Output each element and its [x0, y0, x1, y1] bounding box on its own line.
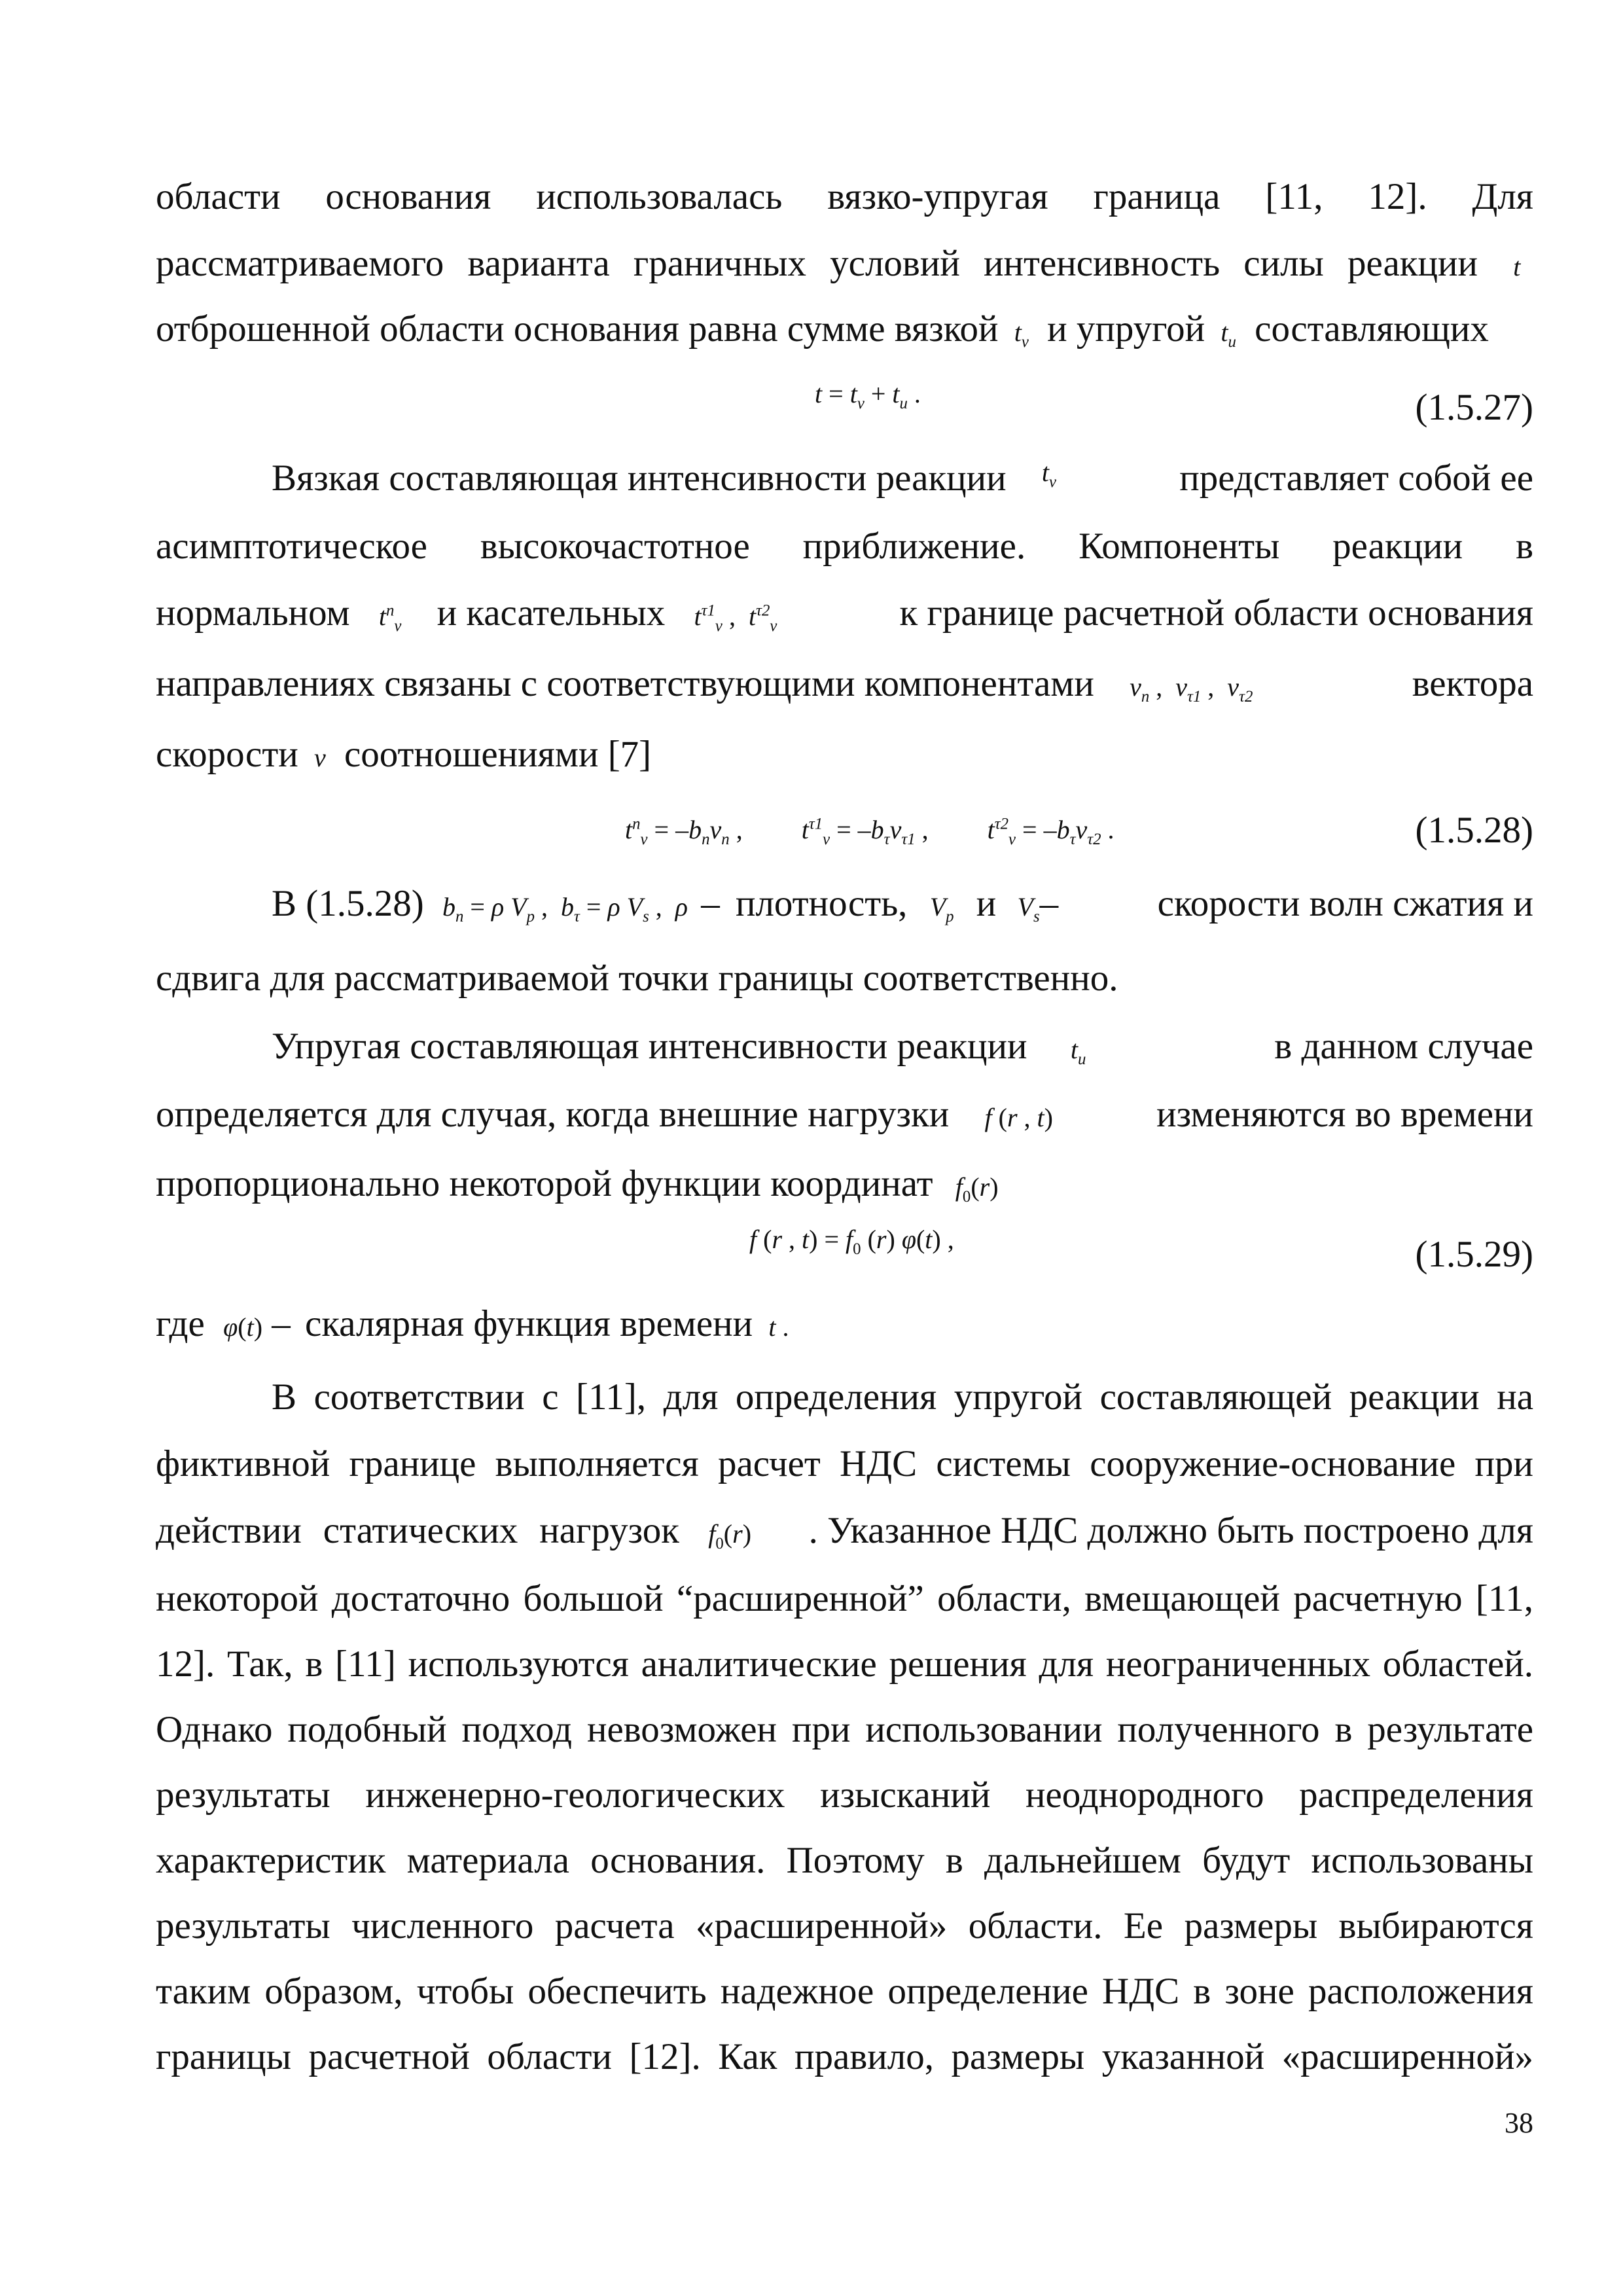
math-v: v	[313, 743, 326, 772]
text-line-7b: вектора	[1412, 663, 1533, 704]
math-tu: $t_u$	[1221, 317, 1236, 351]
text-line-13a: пропорционально некоторой функции координат	[156, 1163, 933, 1204]
page-number: 38	[1505, 2107, 1533, 2139]
text-line-3b: и упругой	[1047, 308, 1205, 350]
text-line-14: где φ(t) – скалярная функция времени t .	[156, 1303, 789, 1344]
math-tvtau1: $t^{\tau 1}_v$ , $t^{\tau 2}_v$	[694, 601, 777, 635]
text-line-9: В (1.5.28) $b_n = \rho$ $V_p$ , $b_\tau = \rho$ $V_s$ , ρ – плотность, $V_p$ и $V_s-$ скорости волн сжатия и	[272, 883, 1533, 925]
text-line-2-text: рассматриваемого варианта граничных условий интенсивность силы реакции	[156, 243, 1478, 284]
text-line-18: некоторой достаточно большой “расширенной” области, вмещающей расчетную [11,	[156, 1578, 1533, 1619]
text-line-9d: скорости волн сжатия и	[1157, 883, 1533, 924]
text-line-6a: нормальном	[156, 592, 350, 634]
math-t: t	[1513, 252, 1521, 281]
math-frt: f (r , t)	[984, 1103, 1053, 1132]
math-Vs: $V_s$	[1017, 892, 1040, 925]
text-line-3	[156, 308, 1533, 351]
text-line-12	[156, 1096, 1533, 1133]
text-line-8	[156, 736, 1533, 773]
math-tv: $t_v$	[1014, 317, 1029, 351]
text-line-14a: где	[156, 1303, 205, 1344]
equation-1-5-29: f (r , $t) = f_0$ (r) φ(t) ,	[749, 1225, 954, 1258]
math-bn: $b_n = \rho$ $V_p$ , $b_\tau = \rho$ $V_s$ , ρ	[442, 892, 688, 925]
text-line-3a: отброшенной области основания равна сумме вязкой	[156, 308, 999, 350]
math-f0r: $f_0(r)$	[955, 1172, 999, 1206]
text-line-6b: и касательных	[437, 592, 666, 634]
math-tu-2: $t_u$	[1070, 1035, 1086, 1068]
text-line-14b: скалярная функция времени	[305, 1303, 753, 1344]
text-line-17	[156, 1510, 1533, 1552]
text-line-9c: и	[976, 883, 997, 924]
text-line-17a: действии статических нагрузок	[156, 1510, 679, 1551]
equation-1-5-27: $t = t_v + t_u$ .	[815, 379, 921, 412]
text-line-1: области основания использовалась вязко-упругая граница [11, 12]. Для	[156, 176, 1533, 217]
text-line-8a: скорости	[156, 734, 298, 775]
text-line-22: характеристик материала основания. Поэтому в дальнейшем будут использованы	[156, 1840, 1533, 1881]
text-line-7	[156, 663, 1533, 706]
text-line-10: сдвига для рассматриваемой точки границы соответственно.	[156, 958, 1118, 999]
text-line-6	[156, 592, 1533, 635]
text-line-4b: представляет собой ее	[1179, 457, 1533, 499]
math-tvn: $t^n_v$	[378, 601, 402, 635]
text-line-12a: определяется для случая, когда внешние нагрузки	[156, 1094, 950, 1135]
text-line-9b: плотность,	[735, 883, 908, 924]
equation-number-27: (1.5.27)	[1415, 387, 1533, 428]
text-line-16: фиктивной границе выполняется расчет НДС системы сооружение-основание при	[156, 1443, 1533, 1484]
text-line-21: результаты инженерно-геологических изысканий неоднородного распределения	[156, 1774, 1533, 1816]
text-line-9a: В (1.5.28)	[272, 883, 424, 924]
math-t-2: t .	[768, 1312, 789, 1342]
text-line-19: 12]. Так, в [11] используются аналитические решения для неограниченных областей.	[156, 1643, 1533, 1685]
text-line-24: таким образом, чтобы обеспечить надежное определение НДС в зоне расположения	[156, 1971, 1533, 2012]
math-vn: $v_n$ , $v_{\tau 1}$ , $v_{\tau 2}$	[1130, 672, 1253, 706]
math-f0r-2: $f_0(r)$	[708, 1519, 752, 1552]
text-line-20: Однако подобный подход невозможен при использовании полученного в результате	[156, 1709, 1533, 1750]
text-line-5: асимптотическое высокочастотное приближение. Компоненты реакции в	[156, 526, 1533, 567]
text-line-2	[156, 245, 1533, 282]
text-line-11	[272, 1026, 1533, 1068]
text-line-3c: составляющих	[1255, 308, 1489, 350]
text-line-7a: направлениях связаны с соответствующими компонентами	[156, 663, 1094, 704]
math-phi-t: φ(t)	[223, 1312, 263, 1342]
text-line-11b: в данном случае	[1274, 1026, 1533, 1067]
text-line-23: результаты численного расчета «расширенной» области. Ее размеры выбираются	[156, 1905, 1533, 1946]
equation-number-28: (1.5.28)	[1415, 810, 1533, 851]
equation-number-29: (1.5.29)	[1415, 1234, 1533, 1275]
text-line-6c: к границе расчетной области основания	[899, 592, 1533, 634]
equation-1-5-28: $t^n_v = -b_nv_n$ , $t^{\tau 1}_v = -b_\tau v_{\tau 1}$ , $t^{\tau 2}_v = -b_\tau v_{\tau 2}$ .	[625, 815, 1115, 848]
text-line-13	[156, 1163, 1533, 1206]
math-tv-2: tv	[1041, 457, 1057, 491]
text-line-17b: . Указанное НДС должно быть построено для	[808, 1510, 1533, 1551]
text-line-4a: Вязкая составляющая интенсивности реакции	[272, 457, 1007, 499]
text-line-8b: соотношениями [7]	[344, 734, 652, 775]
math-Vp: $V_p$	[929, 892, 954, 925]
text-line-15: В соответствии с [11], для определения упругой составляющей реакции на	[272, 1376, 1533, 1418]
text-line-25: границы расчетной области [12]. Как правило, размеры указанной «расширенной»	[156, 2036, 1533, 2077]
text-line-4	[272, 459, 1533, 497]
text-line-12b: изменяются во времени	[1156, 1094, 1533, 1135]
text-line-11a: Упругая составляющая интенсивности реакции	[272, 1026, 1027, 1067]
